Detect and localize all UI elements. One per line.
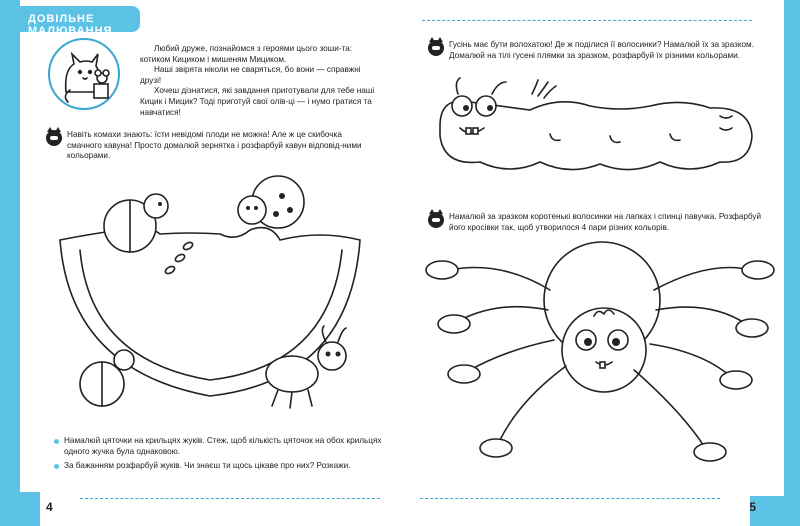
intro-text [140, 44, 376, 118]
mascots-illustration [48, 38, 120, 110]
page-divider [420, 498, 720, 499]
left-margin-strip [0, 0, 20, 526]
intro-paragraph-1: Любий друже, познайомся з героями цього зоши-та: котиком Кициком і мишеням Мициком. [140, 44, 353, 64]
page-number-right: 5 [749, 500, 756, 514]
coloring-instructions [54, 436, 384, 476]
spider-task [428, 212, 768, 233]
caterpillar-task [428, 40, 768, 61]
right-page [400, 0, 784, 526]
intro-paragraph-2: Наші звірята ніколи не сваряться, бо вони — справжні друзі! [140, 65, 361, 85]
cat-and-mouse-icon [50, 40, 122, 112]
intro-paragraph-3: Хочеш дізнатися, які завдання приготували для тебе наші Кицик і Мицик? Тоді приготуй свої олів-ці — і нумо гратися та навчатися! [140, 86, 375, 117]
section-title: ДОВІЛЬНЕ МАЛЮВАННЯ [20, 6, 140, 32]
caterpillar-illustration [420, 76, 780, 186]
caterpillar-task-text: Гусінь має бути волохатою! Де ж поділися її волосинки? Намалюй їх за зразком. Домалюй на тілі гусені плямки за зразком, розфарбуй їх різними кольорами. [449, 40, 754, 60]
watermelon-task [46, 130, 376, 162]
left-page [20, 0, 400, 526]
page-number-left: 4 [46, 500, 53, 514]
spider-task-text: Намалюй за зразком коротенькі волосинки на лапках і спинці павучка. Розфарбуй його кросівки так, щоб утворилося 4 пари різних кольорів. [449, 212, 762, 232]
cat-badge-icon [46, 130, 62, 146]
cat-badge-icon [428, 212, 444, 228]
instruction-item: Намалюй цяточки на крильцях жуків. Стеж, щоб кількість цяточок на обох крильцях одного жучка була однаковою. [54, 436, 384, 457]
spider-illustration [410, 240, 790, 490]
watermelon-task-text: Навіть комахи знають: їсти невідомі плоди не можна! Але ж це скибочка смачного кавуна! Просто домалюй зернятка і розфарбуй кавун відповід-ними кольорами. [67, 130, 362, 161]
page-divider [422, 20, 752, 21]
instruction-item: За бажанням розфарбуй жуків. Чи знаєш ти щось цікаве про них? Розкажи. [54, 461, 384, 472]
watermelon-beetles-illustration [20, 170, 400, 430]
page-divider [80, 498, 380, 499]
cat-badge-icon [428, 40, 444, 56]
